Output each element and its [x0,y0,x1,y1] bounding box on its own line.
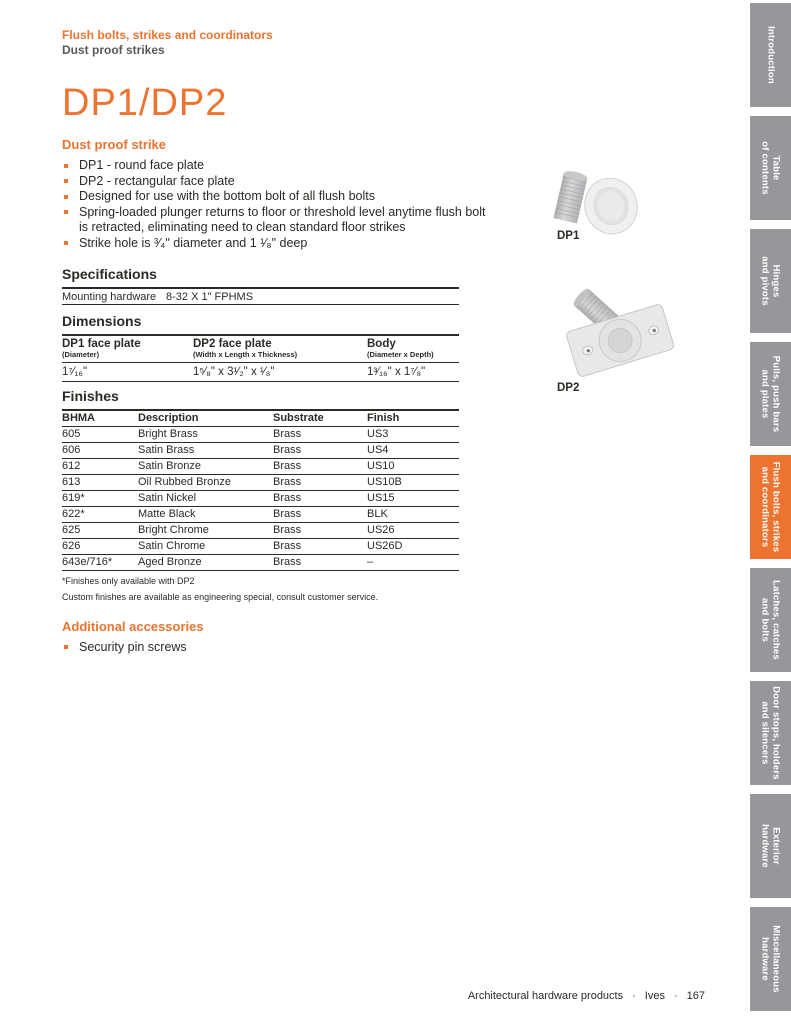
table-header-row: BHMA Description Substrate Finish [62,410,459,427]
finishes-heading: Finishes [62,387,119,404]
footer-separator: · [673,990,678,1002]
accessories-list [62,640,494,656]
specifications-table [62,287,459,305]
list-item: DP1 - round face plate [62,158,494,174]
dp1-illustration [548,168,643,236]
bullet-icon [64,164,68,168]
footer-separator: · [632,990,636,1002]
sidebar-tab-flush-bolts-strikes-coordinators[interactable]: Flush bolts, strikes and coordinators [750,455,791,559]
specifications-heading: Specifications [62,266,157,282]
dimensions-heading: Dimensions [62,313,142,329]
sidebar-tab-table-of-contents[interactable]: Table of contents [750,116,791,220]
table-row: 606 Satin Brass Brass US4 [62,442,459,458]
table-row: 643e/716* Aged Bronze Brass – [62,554,459,570]
list-item: Spring-loaded plunger returns to floor or threshold level anytime flush bolt is retracted, eliminating need to clean standard floor strikes [62,205,494,236]
finishes-footnote-2: Custom finishes are available as engineering special, consult customer service. [62,591,379,602]
section-tab-sidebar [750,0,791,1024]
bullet-icon [64,179,68,183]
page-title: DP1/DP2 [62,82,228,124]
dp2-label: DP2 [557,382,580,394]
table-row: 1⁷⁄₁₆" 1⁵⁄₈" x 3¹⁄₂" x ¹⁄₈" 1³⁄₁₆" x 1⁷⁄₈" [62,362,459,381]
breadcrumb [62,28,459,58]
table-row: 625 Bright Chrome Brass US26 [62,522,459,538]
sidebar-tab-door-stops-holders-silencers[interactable]: Door stops, holders and silencers [750,681,791,785]
dp2-product-image [562,280,674,380]
list-item: Strike hole is ³⁄₄" diameter and 1 ¹⁄₈" deep [62,236,494,252]
list-item: DP2 - rectangular face plate [62,174,494,190]
dp1-label: DP1 [557,230,580,242]
table-row: 613 Oil Rubbed Bronze Brass US10B [62,474,459,490]
sidebar-tab-pulls-push-bars-and-plates[interactable]: Pulls, push bars and plates [750,342,791,446]
dp1-product-image [548,168,643,236]
sidebar-tab-introduction[interactable]: Introduction [750,3,791,107]
table-row [62,288,459,305]
finishes-footnote-1: *Finishes only available with DP2 [62,575,195,586]
finishes-table [62,409,459,571]
sidebar-tab-exterior-hardware[interactable]: Exterior hardware [750,794,791,898]
table-row: DP1 face plate DP2 face plate Body [62,337,396,350]
table-row: 622* Matte Black Brass BLK [62,506,459,522]
footer-brand: Ives [644,990,665,1002]
section-eyebrow: Flush bolts, strikes and coordinators [62,28,273,42]
feature-list [62,158,494,251]
accessories-heading: Additional accessories [62,618,204,634]
sidebar-tab-miscellaneous-hardware[interactable]: Miscellaneous hardware [750,907,791,1011]
table-row: 605 Bright Brass Brass US3 [62,426,459,442]
list-item: Designed for use with the bottom bolt of all flush bolts [62,189,494,205]
page-footer [468,990,705,1002]
bullet-icon [64,241,68,245]
bullet-icon [64,210,68,214]
sidebar-tab-hinges-and-pivots[interactable]: Hinges and pivots [750,229,791,333]
product-subheading: Dust proof strike [62,137,167,152]
table-row: (Diameter) (Width x Length x Thickness) (Diameter x Depth) [62,350,459,363]
table-row: 626 Satin Chrome Brass US26D [62,538,459,554]
main-content [62,28,486,655]
bullet-icon [64,195,68,199]
table-row: 619* Satin Nickel Brass US15 [62,490,459,506]
bullet-icon [64,645,68,649]
spec-label: Mounting hardware [62,288,166,305]
page-number: 167 [686,990,705,1002]
sidebar-tab-latches-catches-and-bolts[interactable]: Latches, catches and bolts [750,568,791,672]
footer-title: Architectural hardware products [467,990,624,1002]
list-item: Security pin screws [62,640,494,656]
table-row: 612 Satin Bronze Brass US10 [62,458,459,474]
dp2-illustration [562,280,674,380]
dimensions-table [62,334,459,382]
subsection-eyebrow: Dust proof strikes [62,43,165,57]
spec-value: 8-32 X 1" FPHMS [166,288,459,305]
